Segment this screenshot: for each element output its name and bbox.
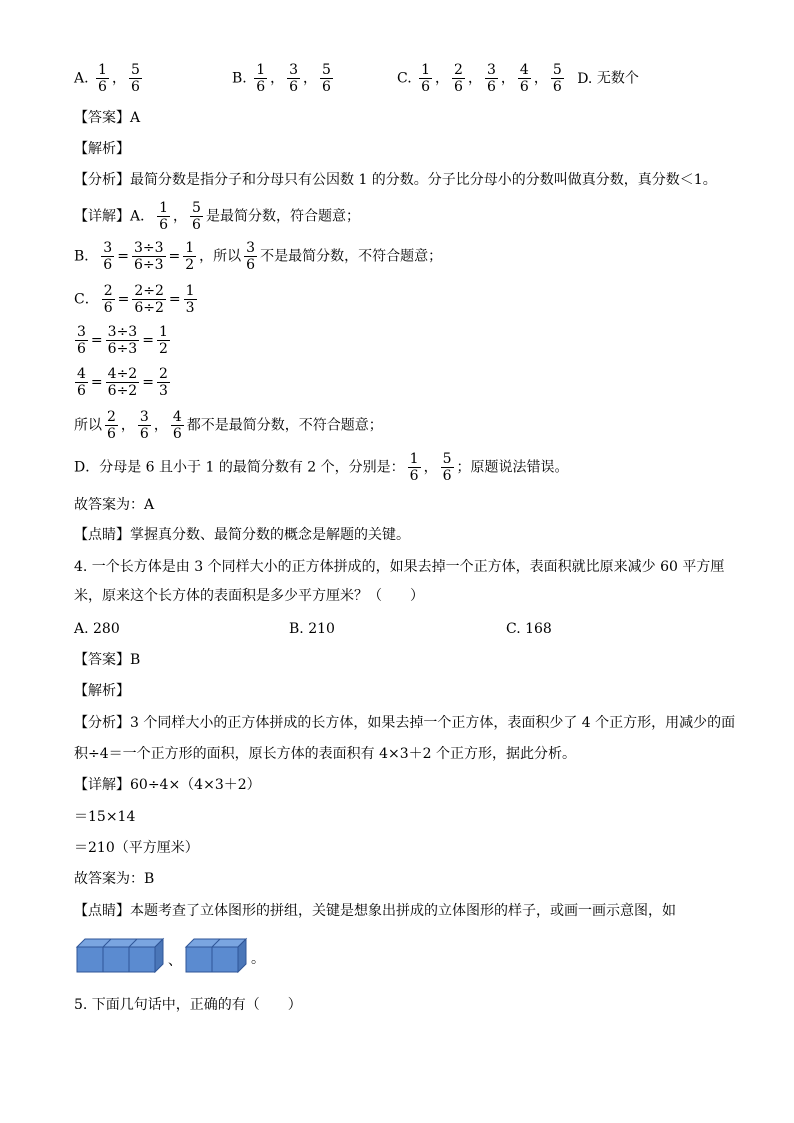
- fraction: $\frac{1}{6}$: [98, 62, 107, 95]
- fraction: $\frac{3\div 3}{6\div 3}$: [107, 324, 138, 357]
- option-c: C. $\frac{1}{6}$ ， $\frac{2}{6}$ ， $\frac{3}{6}$ ， $\frac{4}{6}$ ， $\frac{5}{6}$ D. 无数个: [397, 62, 639, 95]
- fraction: $\frac{1}{6}$: [421, 62, 431, 95]
- option-d-text: 无数个: [596, 70, 639, 87]
- q3-fenxi: 【分析】最简分数是指分子和分母只有公因数 1 的分数。分子比分母小的分数叫做真分数，真分数＜1。: [74, 172, 717, 188]
- fraction: $\frac{5}{6}$: [442, 451, 452, 484]
- q3-xiangjie-a: 【详解】A． $\frac{1}{6}$ ， $\frac{5}{6}$ 是最简分数，符合题意；: [74, 200, 360, 233]
- option-a: A. $\frac{1}{6}$ ， $\frac{5}{6}$: [74, 62, 140, 95]
- three-cube-shape: [77, 939, 163, 972]
- fraction: $\frac{4\div 2}{6\div 2}$: [107, 366, 138, 399]
- q3-suoyi: 所以 $\frac{2}{6}$ ， $\frac{3}{6}$ ， $\frac{4}{6}$ 都不是最简分数，不符合题意；: [74, 409, 383, 442]
- q4-option-c: C. 168: [506, 621, 552, 637]
- q4-final: 故答案为：B: [74, 871, 155, 887]
- fraction: $\frac{3}{6}$: [77, 324, 86, 357]
- fraction: $\frac{2}{6}$: [454, 62, 463, 95]
- q4-fenxi-2: 积÷4＝一个正方形的面积，原长方体的表面积有 4×3＋2 个正方形，据此分析。: [74, 746, 576, 762]
- q4-option-b: B. 210: [289, 621, 335, 637]
- fraction: $\frac{1}{3}$: [185, 283, 195, 316]
- fraction: $\frac{5}{6}$: [322, 62, 331, 95]
- three-cube-figure: [75, 937, 165, 973]
- q4-fenxi-1: 【分析】3 个同样大小的正方体拼成的长方体，如果去掉一个正方体，表面积少了 4 个正方形，用减少的面: [74, 715, 736, 731]
- figure-separator: 、: [168, 953, 182, 969]
- q4-step-1: ＝15×14: [74, 809, 136, 825]
- two-cube-shape: [186, 939, 246, 972]
- q3-analysis-title: 【解析】: [74, 141, 130, 157]
- q4-line1: 4. 一个长方体是由 3 个同样大小的正方体拼成的，如果去掉一个正方体，表面积就比原来减少 60 平方厘: [74, 559, 725, 575]
- fraction: $\frac{3\div 3}{6\div 3}$: [133, 240, 164, 273]
- fraction: $\frac{2}{6}$: [107, 409, 116, 442]
- q4-step-2: ＝210（平方厘米）: [74, 840, 199, 856]
- fraction: $\frac{2}{6}$: [103, 283, 113, 316]
- q3-xiangjie-c: C． $\frac{2}{6}$ = $\frac{2\div 2}{6\div 2}$ = $\frac{1}{3}$: [74, 283, 195, 316]
- q4-dianjing: 【点睛】本题考查了立体图形的拼组，关键是想象出拼成的立体图形的样子，或画一画示意图，如: [74, 903, 676, 919]
- fraction: $\frac{2\div 2}{6\div 2}$: [134, 283, 164, 316]
- q3-dianjing: 【点睛】掌握真分数、最简分数的概念是解题的关键。: [74, 527, 410, 543]
- option-d-letter: D.: [577, 70, 593, 87]
- fraction: $\frac{1}{6}$: [159, 200, 169, 233]
- fraction: $\frac{5}{6}$: [192, 200, 201, 233]
- fraction: $\frac{3}{6}$: [139, 409, 149, 442]
- q4-line2: 米，原来这个长方体的表面积是多少平方厘米？（ ）: [74, 588, 424, 604]
- q5-title: 5. 下面几句话中，正确的有（ ）: [74, 997, 302, 1013]
- q3-answer: 【答案】A: [74, 110, 141, 126]
- q3-xiangjie-e: $\frac{3}{6}$ = $\frac{3\div 3}{6\div 3}$ = $\frac{1}{2}$: [77, 324, 168, 357]
- figure-end: 。: [251, 951, 265, 967]
- two-cube-figure: [184, 937, 248, 973]
- fraction: $\frac{4}{6}$: [519, 62, 529, 95]
- q3-xiangjie-f: $\frac{4}{6}$ = $\frac{4\div 2}{6\div 2}$ = $\frac{2}{3}$: [77, 366, 168, 399]
- fraction: $\frac{2}{3}$: [158, 366, 168, 399]
- q4-xiangjie: 【详解】60÷4×（4×3＋2）: [74, 777, 261, 793]
- fraction: $\frac{1}{2}$: [158, 324, 168, 357]
- q3-d-explain: D．分母是 6 且小于 1 的最简分数有 2 个，分别是： $\frac{1}{6}$ ， $\frac{5}{6}$ ；原题说法错误。: [74, 451, 569, 484]
- fraction: $\frac{1}{6}$: [409, 451, 419, 484]
- q4-analysis-title: 【解析】: [74, 683, 130, 699]
- fraction: $\frac{3}{6}$: [103, 240, 113, 273]
- q3-final: 故答案为：A: [74, 497, 155, 513]
- option-b: B. $\frac{1}{6}$ ， $\frac{3}{6}$ ， $\frac{5}{6}$: [232, 62, 331, 95]
- fraction: $\frac{1}{6}$: [256, 62, 266, 95]
- fraction: $\frac{4}{6}$: [172, 409, 182, 442]
- fraction: $\frac{4}{6}$: [77, 366, 86, 399]
- fraction: $\frac{5}{6}$: [130, 62, 140, 95]
- fraction: $\frac{1}{2}$: [185, 240, 195, 273]
- q4-answer: 【答案】B: [74, 652, 141, 668]
- fraction: $\frac{3}{6}$: [289, 62, 299, 95]
- fraction: $\frac{3}{6}$: [486, 62, 496, 95]
- fraction: $\frac{3}{6}$: [246, 240, 256, 273]
- q3-xiangjie-b: B． $\frac{3}{6}$ = $\frac{3\div 3}{6\div 3}$ = $\frac{1}{2}$ ，所以 $\frac{3}{6}$ 不是最简分数，不符合题意；: [74, 240, 443, 273]
- q4-option-a: A. 280: [74, 621, 120, 637]
- fraction: $\frac{5}{6}$: [552, 62, 562, 95]
